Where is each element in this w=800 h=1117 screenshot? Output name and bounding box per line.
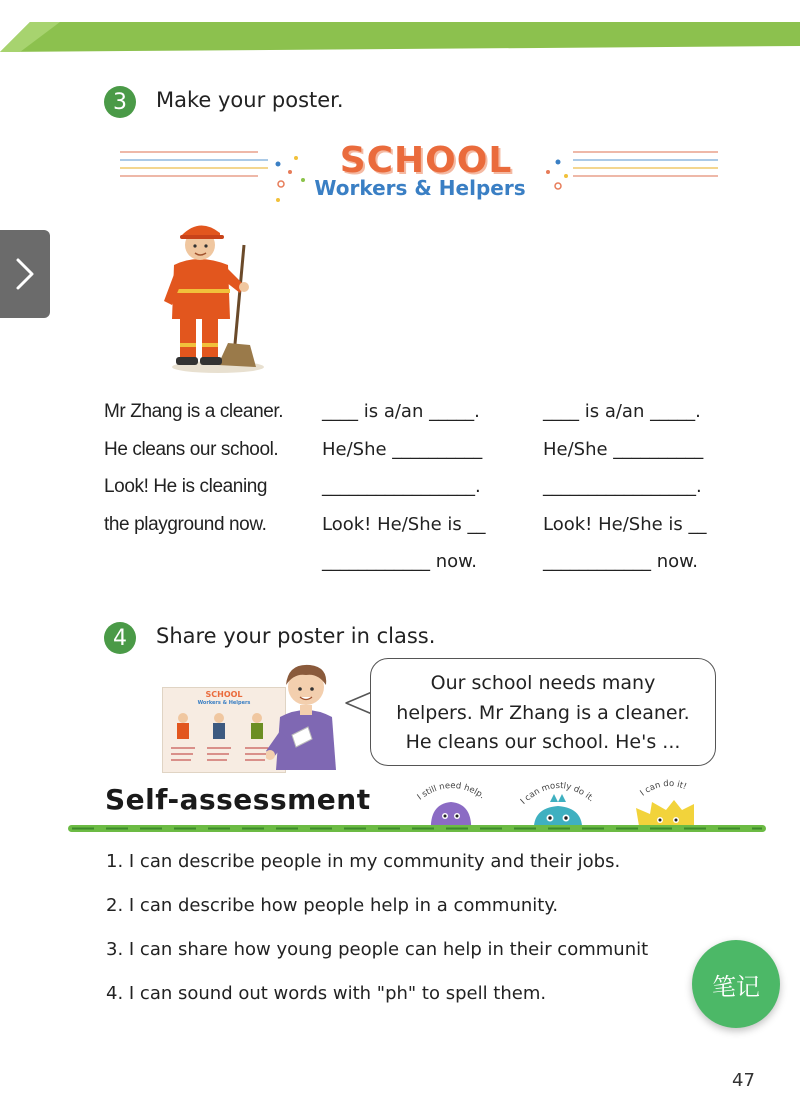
example-line: Look! He is cleaning [104,476,268,497]
example-line: Mr Zhang is a cleaner. [104,401,284,422]
mini-poster-subtitle: Workers & Helpers [197,700,251,706]
next-page-button[interactable] [0,230,50,318]
example-text [104,393,283,543]
template-line[interactable]: ____ is a/an _____. [322,401,480,422]
template-line[interactable]: _________________. [322,476,481,497]
boy-illustration [266,655,346,770]
section-3-number: 3 [104,86,136,118]
assessment-item: 3. I can share how young people can help in their communit [106,939,649,960]
poster-title-sub: Workers & Helpers [314,176,526,200]
example-line: He cleans our school. [104,438,279,460]
assessment-item: 1. I can describe people in my community and their jobs. [106,851,621,872]
template-line[interactable]: ____ is a/an _____. [543,401,701,422]
template-line[interactable]: _________________. [543,476,702,497]
section-4-number: 4 [104,622,136,654]
template-line[interactable]: He/She __________ [322,438,483,460]
template-line[interactable]: ____________ now. [322,551,477,572]
poster-title-main: SCHOOL [339,140,513,181]
speech-line: Our school needs many [430,672,656,694]
template-line[interactable]: He/She __________ [543,438,704,460]
template-column-b [543,393,707,581]
poster-title [118,140,723,210]
notes-button[interactable]: 笔记 [692,940,780,1028]
mini-poster-title: SCHOOL [205,690,243,699]
self-assessment-divider [68,820,766,838]
template-column-a [322,393,486,581]
template-line[interactable]: Look! He/She is __ [322,513,486,535]
cleaner-illustration [158,215,266,375]
assessment-item: 2. I can describe how people help in a community. [106,895,559,916]
speech-line: helpers. Mr Zhang is a cleaner. [396,701,690,724]
example-line: the playground now. [104,513,267,535]
self-assessment-title: Self-assessment [105,783,371,816]
assessment-item: 4. I can sound out words with "ph" to spell them. [106,983,547,1004]
svg-text:I still need help. [416,781,487,803]
svg-text:I can mostly do it. [519,781,596,807]
section-3-title: Make your poster. [156,88,344,112]
page-number: 47 [732,1070,755,1091]
top-banner [0,22,800,52]
svg-text:I can do it! [639,779,688,799]
template-line[interactable]: Look! He/She is __ [543,513,707,535]
speech-bubble [370,658,716,766]
section-4-title: Share your poster in class. [156,624,436,648]
rating-label: I can do it! [638,778,688,799]
chevron-right-icon [14,257,36,291]
rating-label: I can mostly do it. [518,780,596,807]
speech-line: He cleans our school. He's ... [405,731,681,753]
rating-label: I still need help. [415,780,487,803]
template-line[interactable]: ____________ now. [543,551,698,572]
self-assessment-list [106,846,648,1022]
